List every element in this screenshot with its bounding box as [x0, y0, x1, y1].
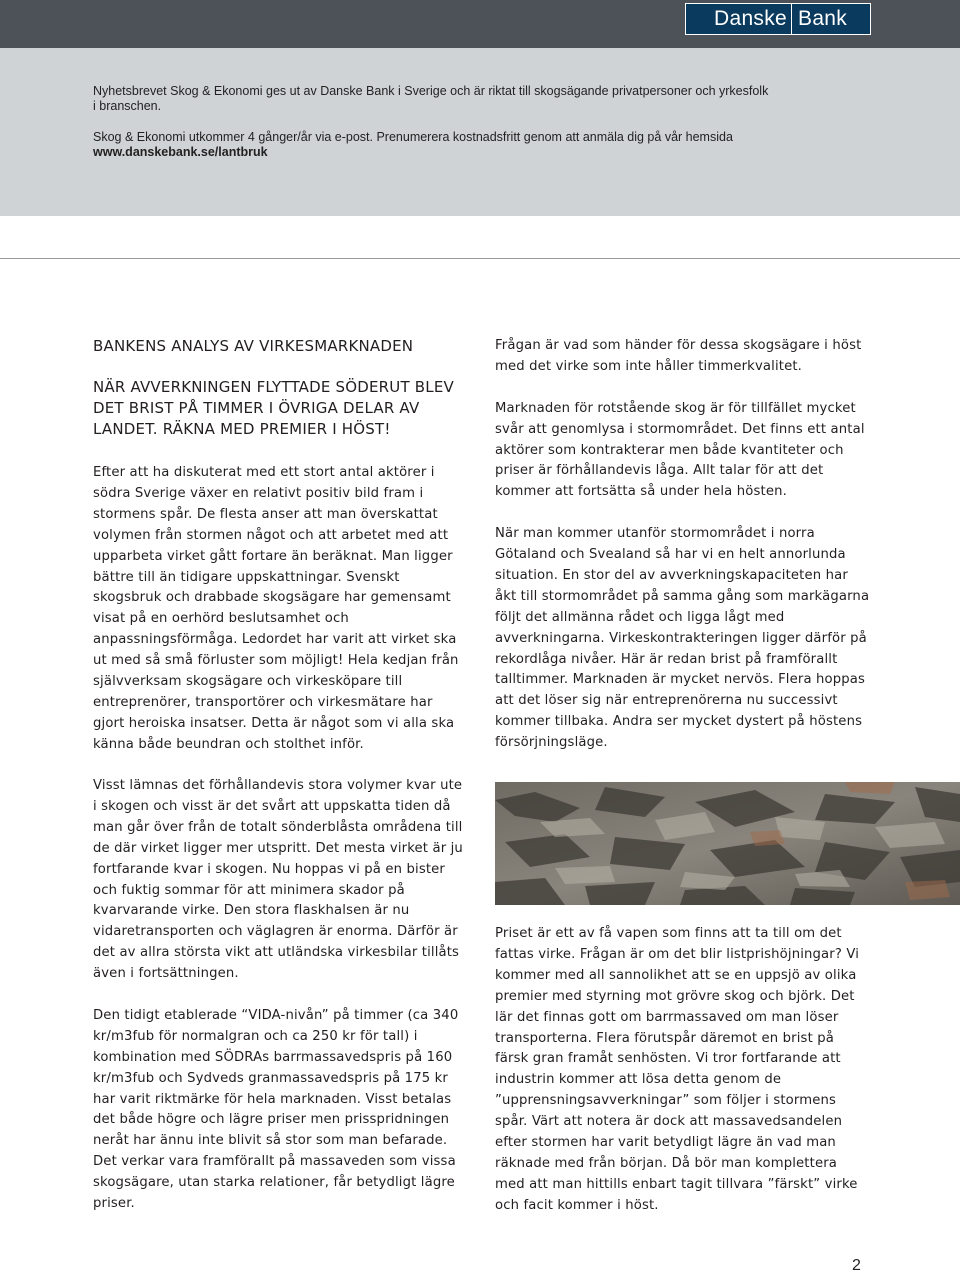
right-column-lower — [495, 924, 870, 1217]
tree-bark-photo — [495, 782, 960, 905]
page-number: 2 — [852, 1257, 861, 1274]
newsletter-info-box — [0, 48, 960, 216]
logo-divider — [791, 4, 792, 34]
divider-line — [0, 258, 960, 259]
article-headline: NÄR AVVERKNINGEN FLYTTADE SÖDERUT BLEV DET BRIST PÅ TIMMER I ÖVRIGA DELAR AV LANDET. RÄKNA MED PREMIER I HÖST! — [93, 378, 454, 438]
section-title: BANKENS ANALYS AV VIRKESMARKNADEN — [93, 337, 414, 355]
logo-word-danske: Danske — [714, 7, 788, 30]
right-paragraph-1: Frågan är vad som händer för dessa skogsägare i höst med det virke som inte håller timmerkvalitet. — [495, 338, 862, 374]
info-text-2-prefix: Skog & Ekonomi utkommer 4 gånger/år via e-post. Prenumerera kostnadsfritt genom att anmäla dig på vår hemsida — [93, 130, 733, 144]
right-column — [495, 336, 870, 754]
right-paragraph-4: Priset är ett av få vapen som finns att ta till om det fattas virke. Frågan är om det blir listprishöjningar? Vi kommer med all sannolikhet att se en uppsjö av olika premier med styrning mot grövre skog och björk. Det lär det finnas gott om barrmassaved om man löser transporterna. Flera förutspår däremot en brist på färsk gran framåt senhösten. Vi tror fortfarande att industrin kommer att lösa detta genom de ”upprensningsavverkningar” som följer i stormens spår. Värt att notera är dock att massavedsandelen efter stormen har varit betydligt lägre än vad man räknade med från början. Då bör man komplettera med att man hittills enbart tagit tillvara ”färskt” virke och facit kommer i höst. — [495, 926, 860, 1213]
info-text-2 — [93, 130, 773, 160]
top-bar — [0, 0, 960, 48]
left-column — [93, 463, 465, 756]
website-link[interactable]: www.danskebank.se/lantbruk — [93, 145, 268, 159]
danske-bank-logo[interactable] — [685, 3, 871, 35]
left-column-lower — [93, 776, 465, 1215]
left-paragraph-1: Efter att ha diskuterat med ett stort antal aktörer i södra Sverige växer en relativt positiv bild fram i stormens spår. De flesta anser att man överskattat volymen från stormen något och att arbetet med att upparbeta virket gått fortare än beräknat. Man ligger bättre till än tidigare uppskattningar. Svenskt skogsbruk och drabbade skogsägare har gemensamt visat på en oerhörd beslutsamhet och anpassningsförmåga. Ledordet har varit att virket ska ut med så små förluster som möjligt! Hela kedjan från självverksam skogsägare och virkesköpare till entreprenörer, transportörer och virkesmätare har gjort heroiska insatser. Detta är något som vi alla ska känna både beundran och stolthet inför. — [93, 465, 459, 752]
logo-word-bank: Bank — [798, 7, 848, 30]
right-paragraph-2: Marknaden för rotstående skog är för tillfället mycket svår att genomlysa i stormområdet. Det finns ett antal aktörer som kontrakterar men både kvantiteter och priser är förhållandevis låga. Allt talar för att det kommer att fortsätta så under hela hösten. — [495, 400, 865, 500]
info-text-1: Nyhetsbrevet Skog & Ekonomi ges ut av Danske Bank i Sverige och är riktat till skogsägande privatpersoner och yrkesfolk i branschen. — [93, 84, 769, 113]
tree-bark-image — [495, 782, 960, 905]
left-paragraph-3: Den tidigt etablerade “VIDA-nivån” på timmer (ca 340 kr/m3fub för normalgran och ca 250 kr för tall) i kombination med SÖDRAs barrmassavedspris på 160 kr/m3fub och Sydveds granmassavedspris på 175 kr har varit riktmärke för hela marknaden. Visst betalas det både högre och lägre priser men prisspridningen neråt har ännu inte blivit så stor som man befarade. Det verkar vara framförallt på massaveden som vissa skogsägare, utan starka relationer, får betydligt lägre priser. — [93, 1007, 459, 1212]
right-paragraph-3: När man kommer utanför stormområdet i norra Götaland och Svealand så har vi en helt annorlunda situation. En stor del av avverkningskapaciteten har åkt till stormområdet på samma gång som markägarna följt det allmänna rådet och ligga lågt med avverkningarna. Virkeskontrakteringen ligger därför på rekordlåga nivåer. Här är redan brist på framförallt talltimmer. Marknaden är mycket nervös. Flera hoppas att det löser sig när entreprenörerna nu successivt kommer tillbaka. Andra ser mycket dystert på höstens försörjningsläge. — [495, 526, 870, 751]
left-paragraph-2: Visst lämnas det förhållandevis stora volymer kvar ute i skogen och visst är det svårt att uppskatta tiden då man går över från de totalt sönderblåsta områdena till de där virket ligger mer utspritt. Det mesta virket är ju fortfarande kvar i skogen. Nu hoppas vi på en bister och fuktig sommar för att minimera skador på kvarvarande virke. Den stora flaskhalsen är nu vidaretransporten och väglagren är enorma. Därför är det av allra största vikt att utländska virkesbilar tillåts även i fortsättningen. — [93, 778, 463, 982]
